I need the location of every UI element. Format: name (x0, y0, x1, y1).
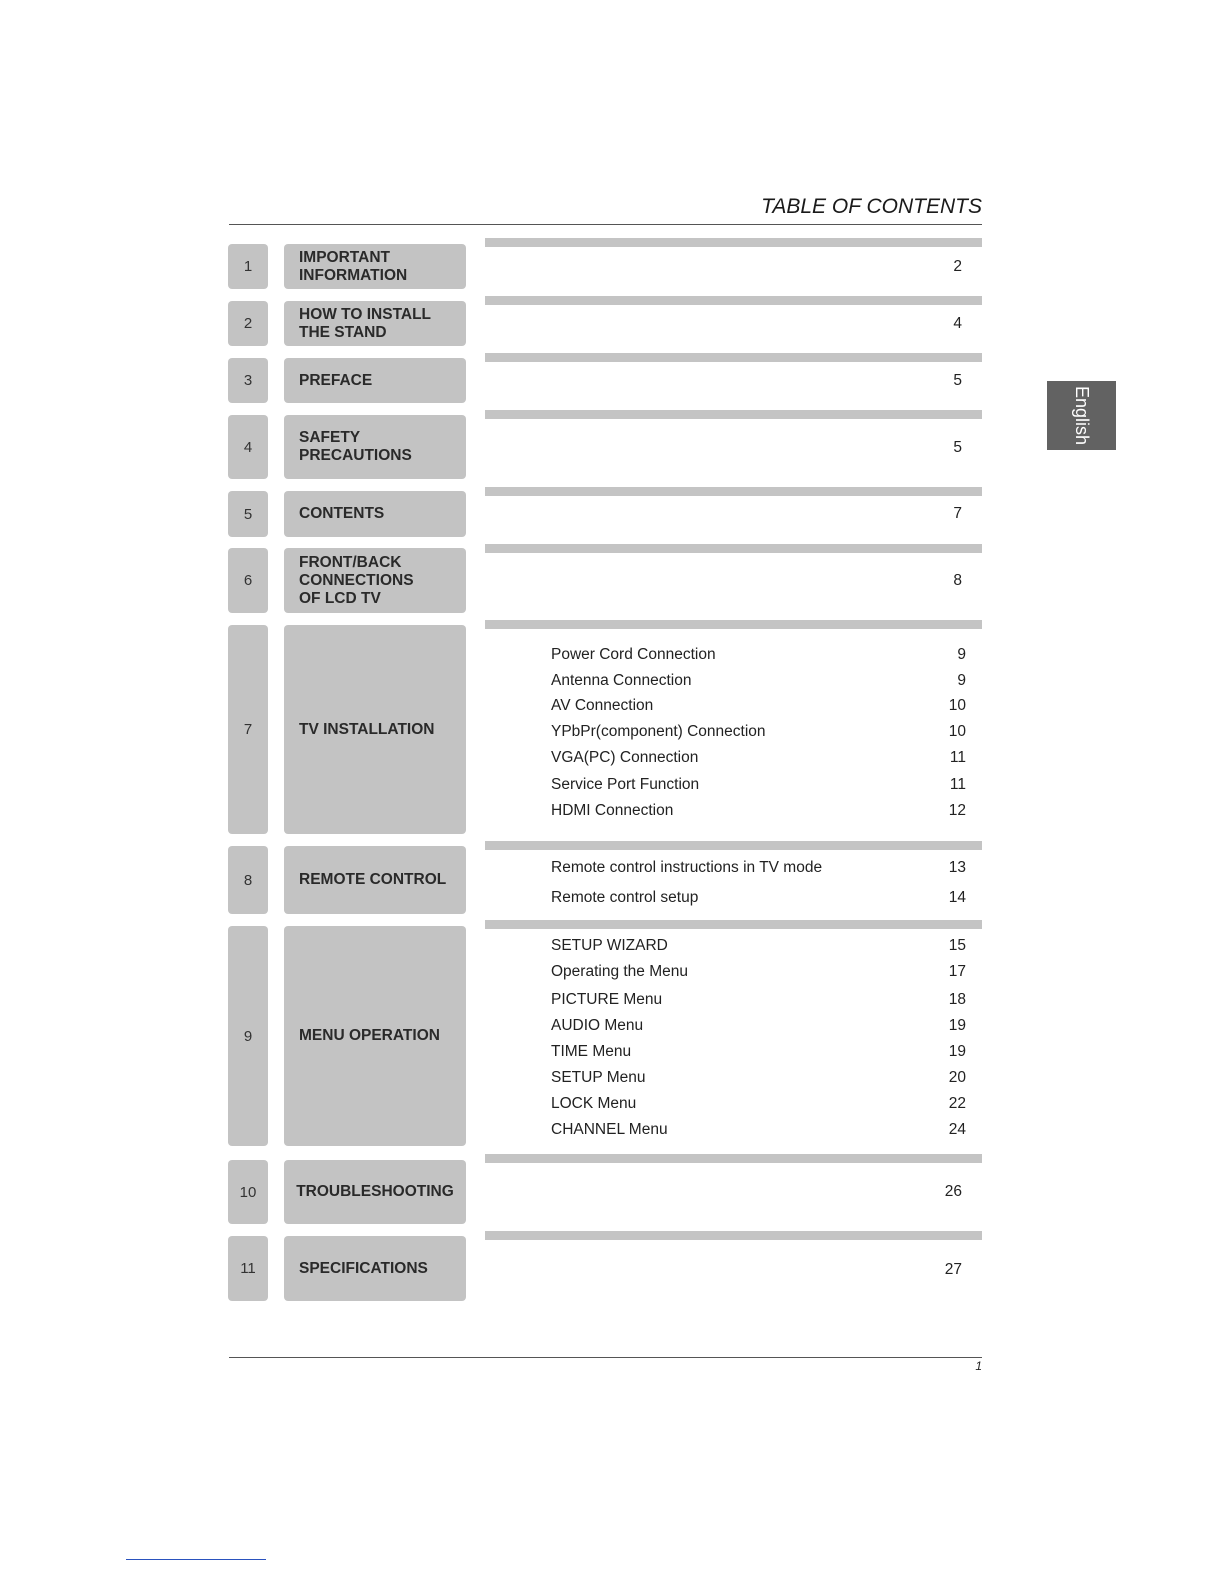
section-title: TV INSTALLATION (299, 720, 435, 738)
section-title: PREFACE (299, 371, 373, 389)
toc-entry-label: HDMI Connection (551, 802, 674, 819)
toc-entry-page: 15 (948, 937, 966, 954)
toc-entry-label: LOCK Menu (551, 1095, 637, 1112)
toc-entry (551, 859, 966, 879)
section-title: SAFETY PRECAUTIONS (299, 429, 412, 464)
language-tab (1047, 381, 1116, 450)
toc-entry (551, 937, 966, 957)
section-page-number: 5 (953, 439, 962, 456)
section-title: REMOTE CONTROL (299, 871, 447, 888)
toc-entry-label: VGA(PC) Connection (551, 749, 699, 766)
toc-entry-page: 17 (948, 963, 966, 980)
section-title: SPECIFICATIONS (299, 1259, 428, 1277)
section-title-box (284, 491, 466, 537)
toc-entry (551, 802, 966, 822)
toc-entry (551, 672, 966, 692)
toc-entry-label: Power Cord Connection (551, 646, 716, 663)
toc-entry-label: SETUP WIZARD (551, 937, 668, 954)
toc-entry (551, 1043, 966, 1063)
toc-entry (551, 723, 966, 743)
section-page-number: 27 (944, 1261, 962, 1278)
toc-entry-label: Remote control instructions in TV mode (551, 859, 823, 876)
footer-rule (229, 1357, 982, 1358)
toc-entry-label: Service Port Function (551, 776, 700, 793)
toc-entry-label: Operating the Menu (551, 963, 689, 980)
toc-entry-page: 19 (948, 1017, 966, 1034)
toc-entry (551, 776, 966, 796)
toc-entry-page: 14 (948, 889, 966, 906)
toc-entry (551, 1121, 966, 1141)
toc-entry-label: TIME Menu (551, 1043, 632, 1060)
toc-entry-label: AUDIO Menu (551, 1017, 644, 1034)
toc-entry (551, 991, 966, 1011)
toc-entry-label: AV Connection (551, 697, 654, 714)
toc-entry-page: 9 (957, 646, 966, 663)
section-number: 5 (228, 491, 268, 537)
section-page-number: 2 (953, 258, 962, 275)
section-divider-bar (485, 1231, 982, 1240)
section-title-box (284, 846, 466, 914)
section-number: 3 (228, 358, 268, 403)
page-title: TABLE OF CONTENTS (761, 195, 982, 218)
section-number: 4 (228, 415, 268, 479)
toc-entry (551, 889, 966, 909)
toc-entry-page: 20 (948, 1069, 966, 1086)
section-title-box (284, 415, 466, 479)
toc-entry-page: 19 (948, 1043, 966, 1060)
section-number: 9 (228, 926, 268, 1146)
section-page-number: 8 (953, 572, 962, 589)
section-number: 8 (228, 846, 268, 914)
header-rule (229, 224, 982, 225)
toc-entry-page: 9 (957, 672, 966, 689)
section-page-number: 26 (944, 1183, 962, 1200)
section-page-number: 4 (953, 315, 962, 332)
section-title: HOW TO INSTALL THE STAND (299, 305, 432, 341)
toc-entry-label: PICTURE Menu (551, 991, 663, 1008)
section-title-box (284, 1236, 466, 1301)
toc-entry-page: 12 (948, 802, 966, 819)
section-title-box (284, 548, 466, 613)
toc-entry (551, 1069, 966, 1089)
toc-entry-page: 10 (948, 697, 966, 714)
section-title: TROUBLESHOOTING (296, 1183, 454, 1200)
section-number: 11 (228, 1236, 268, 1301)
toc-entry (551, 1095, 966, 1115)
section-title: MENU OPERATION (299, 1027, 440, 1044)
section-divider-bar (485, 487, 982, 496)
toc-entry (551, 749, 966, 769)
toc-entry-label: CHANNEL Menu (551, 1121, 668, 1138)
toc-entry (551, 963, 966, 983)
section-divider-bar (485, 841, 982, 850)
section-number: 1 (228, 244, 268, 289)
section-divider-bar (485, 296, 982, 305)
section-title: FRONT/BACK CONNECTIONS OF LCD TV (299, 553, 414, 607)
section-divider-bar (485, 410, 982, 419)
toc-entry-label: SETUP Menu (551, 1069, 646, 1086)
toc-entry (551, 646, 966, 666)
language-tab-label: English (1071, 385, 1092, 446)
toc-entry-page: 11 (949, 749, 966, 766)
page-number: 1 (975, 1359, 982, 1373)
section-title-box (284, 244, 466, 289)
section-divider-bar (485, 544, 982, 553)
section-divider-bar (485, 920, 982, 929)
toc-entry-page: 10 (948, 723, 966, 740)
section-number: 6 (228, 548, 268, 613)
footer-link-line (126, 1559, 266, 1560)
section-title-box (284, 1160, 466, 1224)
section-number: 7 (228, 625, 268, 834)
toc-entry-label: Antenna Connection (551, 672, 692, 689)
toc-entry-page: 22 (948, 1095, 966, 1112)
section-divider-bar (485, 620, 982, 629)
section-title-box (284, 358, 466, 403)
toc-entry-page: 24 (948, 1121, 966, 1138)
toc-entry-label: YPbPr(component) Connection (551, 723, 766, 740)
toc-entry (551, 1017, 966, 1037)
section-number: 2 (228, 301, 268, 346)
section-number: 10 (228, 1160, 268, 1224)
section-title-box (284, 301, 466, 346)
section-title-box (284, 625, 466, 834)
section-title-box (284, 926, 466, 1146)
toc-entry (551, 697, 966, 717)
section-divider-bar (485, 1154, 982, 1163)
section-title: IMPORTANT INFORMATION (299, 248, 408, 284)
toc-entry-label: Remote control setup (551, 889, 699, 906)
section-divider-bar (485, 353, 982, 362)
section-page-number: 5 (953, 372, 962, 389)
toc-entry-page: 18 (948, 991, 966, 1008)
toc-entry-page: 13 (948, 859, 966, 876)
section-divider-bar (485, 238, 982, 247)
toc-entry-page: 11 (949, 776, 966, 793)
section-title: CONTENTS (299, 505, 385, 522)
section-page-number: 7 (953, 505, 962, 522)
